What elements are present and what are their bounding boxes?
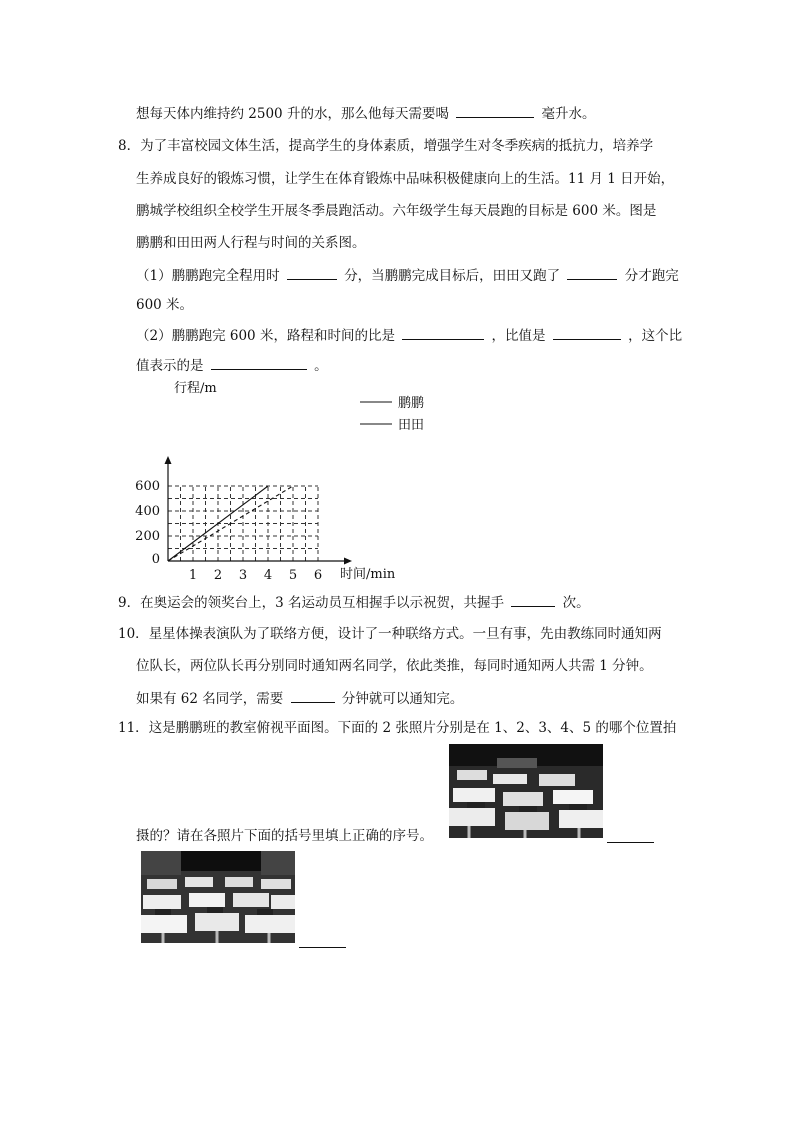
q8-sub2-a: （2）鹏鹏跑完 600 米，路程和时间的比是 [136, 328, 395, 344]
q10-line-3 [136, 688, 463, 709]
q9-answer-blank[interactable] [511, 592, 555, 607]
classroom-photo-2 [141, 851, 295, 943]
x-tick-label: 5 [288, 568, 298, 583]
legend-label-1: 鹏鹏 [398, 396, 425, 411]
q8-line-4: 鹏鹏和田田两人行程与时间的关系图。 [136, 235, 366, 251]
q9-number: 9． [118, 595, 141, 611]
q8-sub2-blank-1[interactable] [402, 325, 484, 340]
q9-line [118, 592, 590, 613]
x-axis-arrow [344, 558, 352, 565]
x-tick-label: 4 [263, 568, 273, 583]
q8-sub1-blank-2[interactable] [567, 265, 617, 280]
q8-sub2-line [136, 325, 682, 346]
q8-sub2-blank-3[interactable] [211, 355, 307, 370]
x-tick-label: 6 [313, 568, 323, 583]
q9-text-b: 次。 [562, 595, 590, 611]
q11-line-1 [118, 718, 676, 738]
q8-sub1-blank-1[interactable] [287, 265, 337, 280]
q11-text-1: 这是鹏鹏班的教室俯视平面图。下面的 2 张照片分别是在 1、2、3、4、5 的哪个位置拍 [148, 720, 677, 736]
q8-sub2-e: 。 [314, 358, 328, 374]
q10-answer-blank[interactable] [291, 688, 335, 703]
q11-number: 11． [118, 720, 149, 736]
chart-y-label: 行程/m [174, 381, 217, 396]
chart-x-label: 时间/min [340, 567, 396, 582]
photo-1-answer-line[interactable] [607, 842, 654, 843]
x-tick-label: 1 [188, 568, 198, 583]
classroom-photo-1 [449, 744, 603, 838]
x-tick-label: 2 [213, 568, 223, 583]
y-tick-label: 0 [151, 552, 160, 567]
q10-line-2: 位队长，两位队长再分别同时通知两名同学，依此类推，每同时通知两人共需 1 分钟。 [136, 658, 653, 674]
q8-number: 8． [118, 138, 141, 154]
y-axis-arrow [165, 456, 172, 464]
q7-tail-line [136, 103, 596, 124]
q9-text-a: 在奥运会的领奖台上，3 名运动员互相握手以示祝贺，共握手 [140, 595, 504, 611]
q8-line-3: 鹏城学校组织全校学生开展冬季晨跑活动。六年级学生每天晨跑的目标是 600 米。图是 [136, 203, 657, 219]
x-tick-label: 3 [238, 568, 248, 583]
y-tick-label: 600 [135, 479, 160, 494]
q8-sub2-b: ，比值是 [491, 328, 546, 344]
q8-text-1: 为了丰富校园文体生活，提高学生的身体素质，增强学生对冬季疾病的抵抗力，培养学 [140, 138, 654, 154]
q8-sub1-b: 分，当鹏鹏完成目标后，田田又跑了 [344, 268, 561, 284]
q10-line-1 [118, 624, 662, 644]
distance-time-chart [130, 372, 430, 588]
chart-legend [360, 396, 424, 433]
q7-answer-blank[interactable] [456, 103, 534, 118]
q10-text-3a: 如果有 62 名同学，需要 [136, 691, 284, 707]
q8-line-2: 生养成良好的锻炼习惯，让学生在体育锻炼中品味积极健康向上的生活。11 月 1 日开始， [136, 171, 675, 187]
q8-sub1-c: 分才跑完 [624, 268, 679, 284]
q11-line-2: 摄的？请在各照片下面的括号里填上正确的序号。 [136, 828, 433, 844]
q7-text-b: 毫升水。 [541, 106, 596, 122]
q10-text-3b: 分钟就可以通知完。 [341, 691, 464, 707]
chart-grid [168, 486, 318, 561]
q8-sub1-line [136, 265, 679, 286]
q8-sub2-blank-2[interactable] [553, 325, 621, 340]
q10-text-1: 星星体操表演队为了联络方便，设计了一种联络方式。一旦有事，先由教练同时通知两 [148, 626, 662, 642]
q8-sub2-d: 值表示的是 [136, 358, 204, 374]
q8-line-1 [118, 136, 653, 156]
q7-text-a: 想每天体内维持约 2500 升的水，那么他每天需要喝 [136, 106, 449, 122]
photo-2-answer-line[interactable] [299, 947, 346, 948]
classroom-photo-2-image [141, 851, 295, 943]
classroom-photo-1-image [449, 744, 603, 838]
legend-label-2: 田田 [398, 418, 425, 433]
y-tick-label: 400 [135, 504, 160, 519]
y-tick-label: 200 [135, 529, 160, 544]
q10-number: 10． [118, 626, 149, 642]
q8-sub1-a: （1）鹏鹏跑完全程用时 [136, 268, 280, 284]
chart-ticks [135, 479, 322, 583]
q8-sub1-d: 600 米。 [136, 297, 194, 313]
q8-sub2-c: ，这个比 [628, 328, 683, 344]
